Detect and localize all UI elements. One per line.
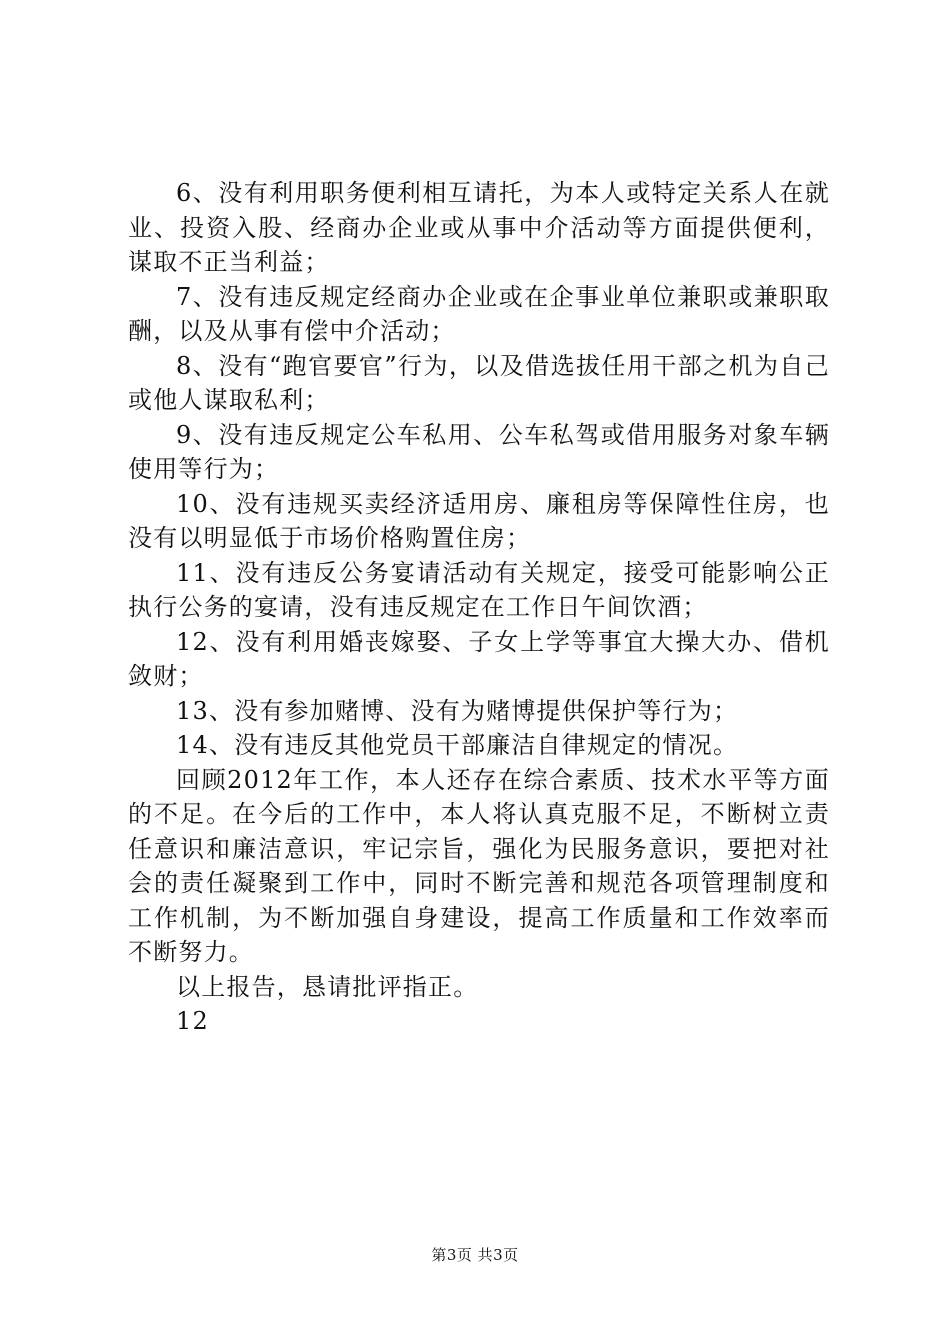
paragraph-closing: 以上报告，恳请批评指正。 bbox=[176, 972, 479, 1001]
page-footer: 第3页 共3页 bbox=[431, 1246, 519, 1264]
paragraph-item-6: 6、没有利用职务便利相互请托，为本人或特定关系人在就业、投资入股、经商办企业或从事中介活动等方面提供便利，谋取不正当利益； bbox=[128, 179, 830, 276]
paragraph-item-10: 10、没有违规买卖经济适用房、廉租房等保障性住房，也没有以明显低于市场价格购置住房； bbox=[128, 489, 830, 552]
paragraph-item-14: 14、没有违反其他党员干部廉洁自律规定的情况。 bbox=[176, 731, 739, 759]
document-body bbox=[128, 176, 830, 1039]
paragraph-item-11: 11、没有违反公务宴请活动有关规定，接受可能影响公正执行公务的宴请，没有违反规定在工作日午间饮酒； bbox=[128, 558, 830, 621]
paragraph-item-8: 8、没有“跑官要官”行为，以及借选拔任用干部之机为自己或他人谋取私利； bbox=[128, 351, 830, 414]
paragraph-review: 回顾2012年工作，本人还存在综合素质、技术水平等方面的不足。在今后的工作中，本人将认真克服不足，不断树立责任意识和廉洁意识，牢记宗旨，强化为民服务意识，要把对社会的责任凝聚到工作中，同时不断完善和规范各项管理制度和工作机制，为不断加强自身建设，提高工作质量和工作效率而不断努力。 bbox=[128, 765, 830, 966]
paragraph-trailing-number: 12 bbox=[176, 1007, 209, 1035]
paragraph-item-12: 12、没有利用婚丧嫁娶、子女上学等事宜大操大办、借机敛财； bbox=[128, 627, 830, 690]
paragraph-item-7: 7、没有违反规定经商办企业或在企事业单位兼职或兼职取酬，以及从事有偿中介活动； bbox=[128, 282, 830, 345]
paragraph-item-9: 9、没有违反规定公车私用、公车私驾或借用服务对象车辆使用等行为； bbox=[128, 420, 830, 483]
paragraph-item-13: 13、没有参加赌博、没有为赌博提供保护等行为； bbox=[176, 696, 739, 725]
